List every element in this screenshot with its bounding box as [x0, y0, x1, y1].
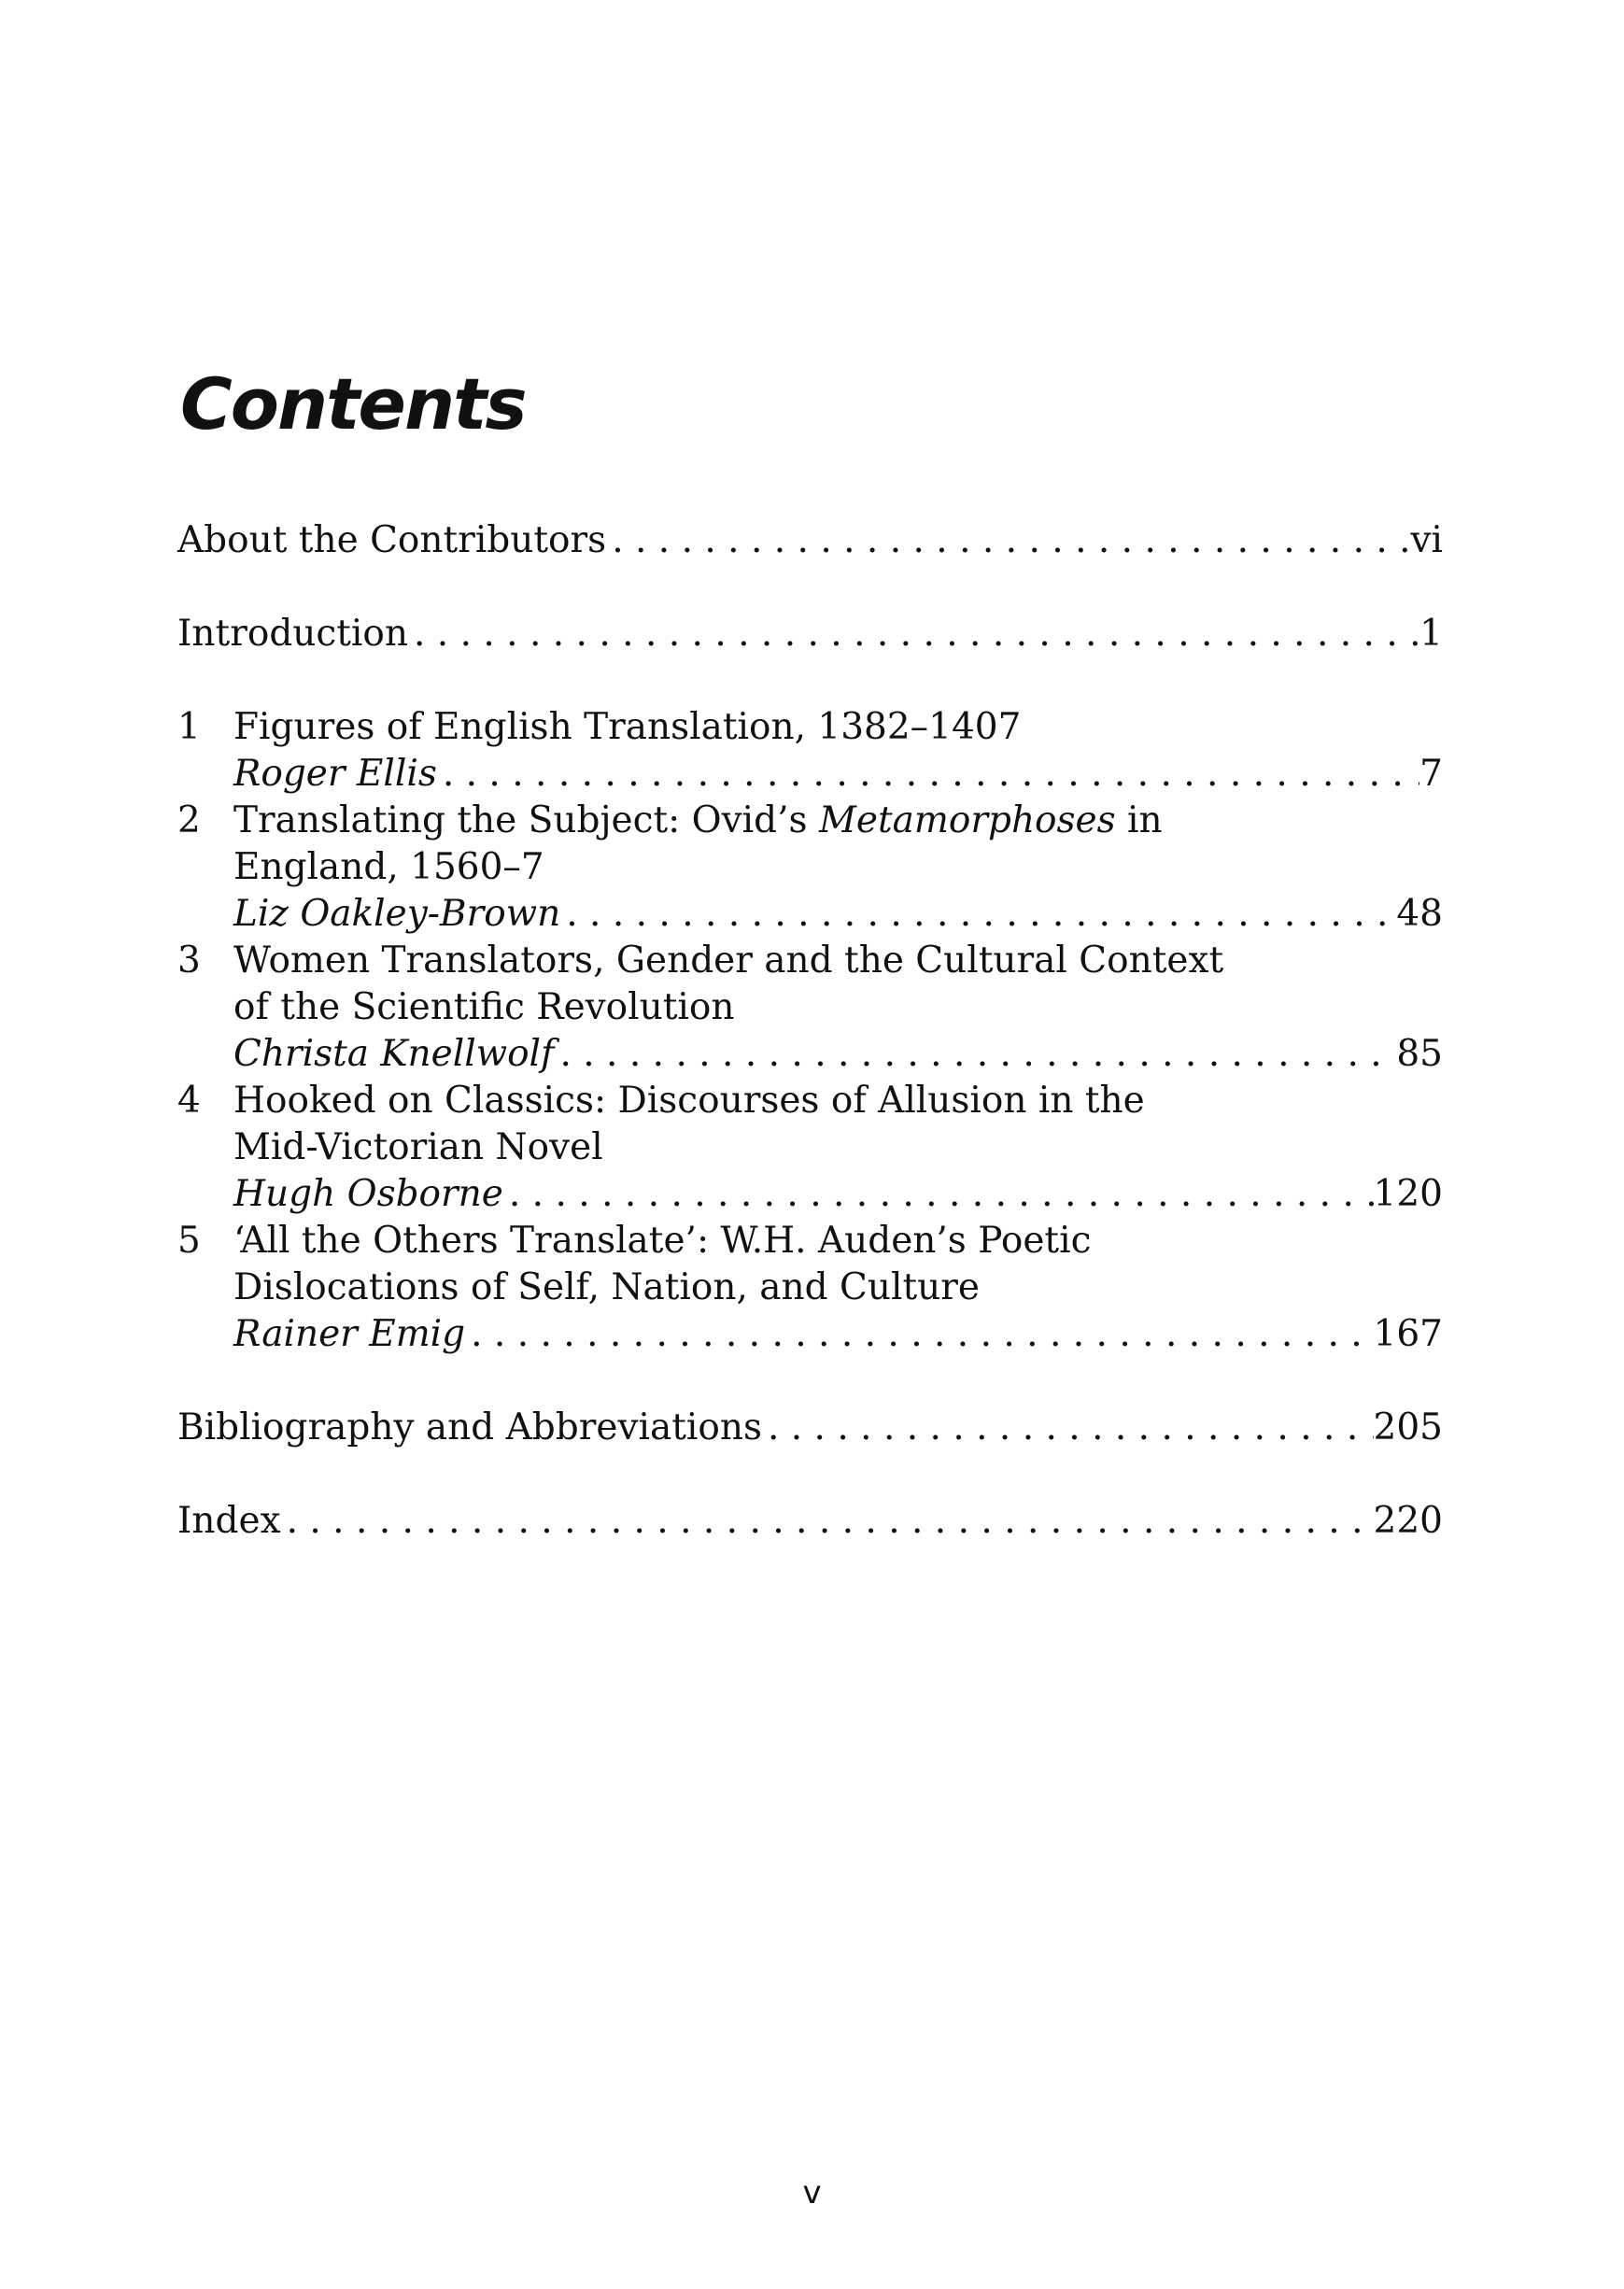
- chapter-author: Liz Oakley-Brown: [233, 893, 561, 935]
- dot-leader: [560, 891, 1396, 938]
- toc-entry-contributors[interactable]: [177, 517, 1443, 564]
- chapter-2-title-continued: [177, 844, 1443, 891]
- toc-page-number: 120: [1373, 1173, 1443, 1215]
- chapter-number: 5: [177, 1220, 201, 1262]
- toc-entry-title: About the Contributors: [177, 519, 607, 561]
- dot-leader: [503, 1171, 1374, 1218]
- chapter-title: Figures of English Translation, 1382–1407: [233, 706, 1022, 748]
- toc-page-number: 220: [1373, 1500, 1443, 1542]
- chapter-title: Dislocations of Self, Nation, and Culture: [233, 1266, 980, 1308]
- chapter-2-author-row[interactable]: [177, 891, 1443, 938]
- toc-entry-title: Introduction: [177, 613, 408, 655]
- dot-leader: [408, 611, 1419, 657]
- toc-entry-introduction[interactable]: [177, 611, 1443, 657]
- toc-page-number: 48: [1396, 893, 1443, 935]
- chapter-author: Christa Knellwolf: [233, 1033, 555, 1075]
- chapter-2-title-row[interactable]: [177, 798, 1443, 844]
- dot-leader: [606, 517, 1410, 564]
- toc-entry-index[interactable]: [177, 1498, 1443, 1545]
- spacer: [177, 1451, 1443, 1498]
- dot-leader: [437, 751, 1419, 798]
- chapter-5-title-continued: [177, 1265, 1443, 1311]
- dot-leader: [465, 1311, 1373, 1358]
- spacer: [177, 657, 1443, 704]
- chapter-4-author-row[interactable]: [177, 1171, 1443, 1218]
- chapter-1-title-row[interactable]: [177, 704, 1443, 751]
- chapter-author: Hugh Osborne: [233, 1173, 503, 1215]
- chapter-5-title-row[interactable]: [177, 1218, 1443, 1265]
- chapter-author: Rainer Emig: [233, 1313, 466, 1355]
- chapter-title: Hooked on Classics: Discourses of Allusion in the: [233, 1080, 1145, 1122]
- toc-page-number: 205: [1373, 1406, 1443, 1448]
- dot-leader: [762, 1405, 1374, 1451]
- chapter-title: ‘All the Others Translate’: W.H. Auden’s Poetic: [233, 1220, 1092, 1262]
- chapter-1-author-row[interactable]: [177, 751, 1443, 798]
- chapter-title-italic: Metamorphoses: [818, 799, 1116, 841]
- chapter-title-text: Translating the Subject: Ovid’s: [233, 799, 819, 841]
- chapter-3-author-row[interactable]: [177, 1031, 1443, 1078]
- chapter-number: 4: [177, 1080, 201, 1122]
- chapter-title: Mid-Victorian Novel: [233, 1126, 603, 1168]
- chapter-title: Women Translators, Gender and the Cultural Context: [233, 940, 1224, 982]
- toc-page-number: 1: [1419, 613, 1443, 655]
- page-title: Contents: [180, 362, 526, 445]
- chapter-title: [233, 798, 1163, 844]
- chapter-3-title-row[interactable]: [177, 938, 1443, 984]
- toc-page-number: 167: [1373, 1313, 1443, 1355]
- toc-entry-bibliography[interactable]: [177, 1405, 1443, 1451]
- chapter-title: of the Scientific Revolution: [233, 986, 735, 1028]
- chapter-3-title-continued: [177, 984, 1443, 1031]
- chapter-number: 1: [177, 706, 201, 748]
- chapter-number: 3: [177, 940, 201, 982]
- toc-page-number: 7: [1419, 753, 1443, 795]
- table-of-contents: [177, 517, 1443, 1545]
- chapter-title: England, 1560–7: [233, 846, 544, 888]
- dot-leader: [554, 1031, 1396, 1078]
- toc-page-number: 85: [1396, 1033, 1443, 1075]
- chapter-5-author-row[interactable]: [177, 1311, 1443, 1358]
- chapter-4-title-row[interactable]: [177, 1078, 1443, 1124]
- toc-entry-title: Index: [177, 1500, 281, 1542]
- chapter-4-title-continued: [177, 1124, 1443, 1171]
- page-number-footer: v: [802, 2174, 822, 2211]
- dot-leader: [281, 1498, 1374, 1545]
- chapter-author: Roger Ellis: [233, 753, 437, 795]
- spacer: [177, 1358, 1443, 1405]
- toc-page-number: vi: [1410, 519, 1443, 561]
- toc-entry-title: Bibliography and Abbreviations: [177, 1406, 762, 1448]
- chapter-number: 2: [177, 799, 201, 841]
- spacer: [177, 564, 1443, 611]
- chapter-title-text: in: [1115, 799, 1163, 841]
